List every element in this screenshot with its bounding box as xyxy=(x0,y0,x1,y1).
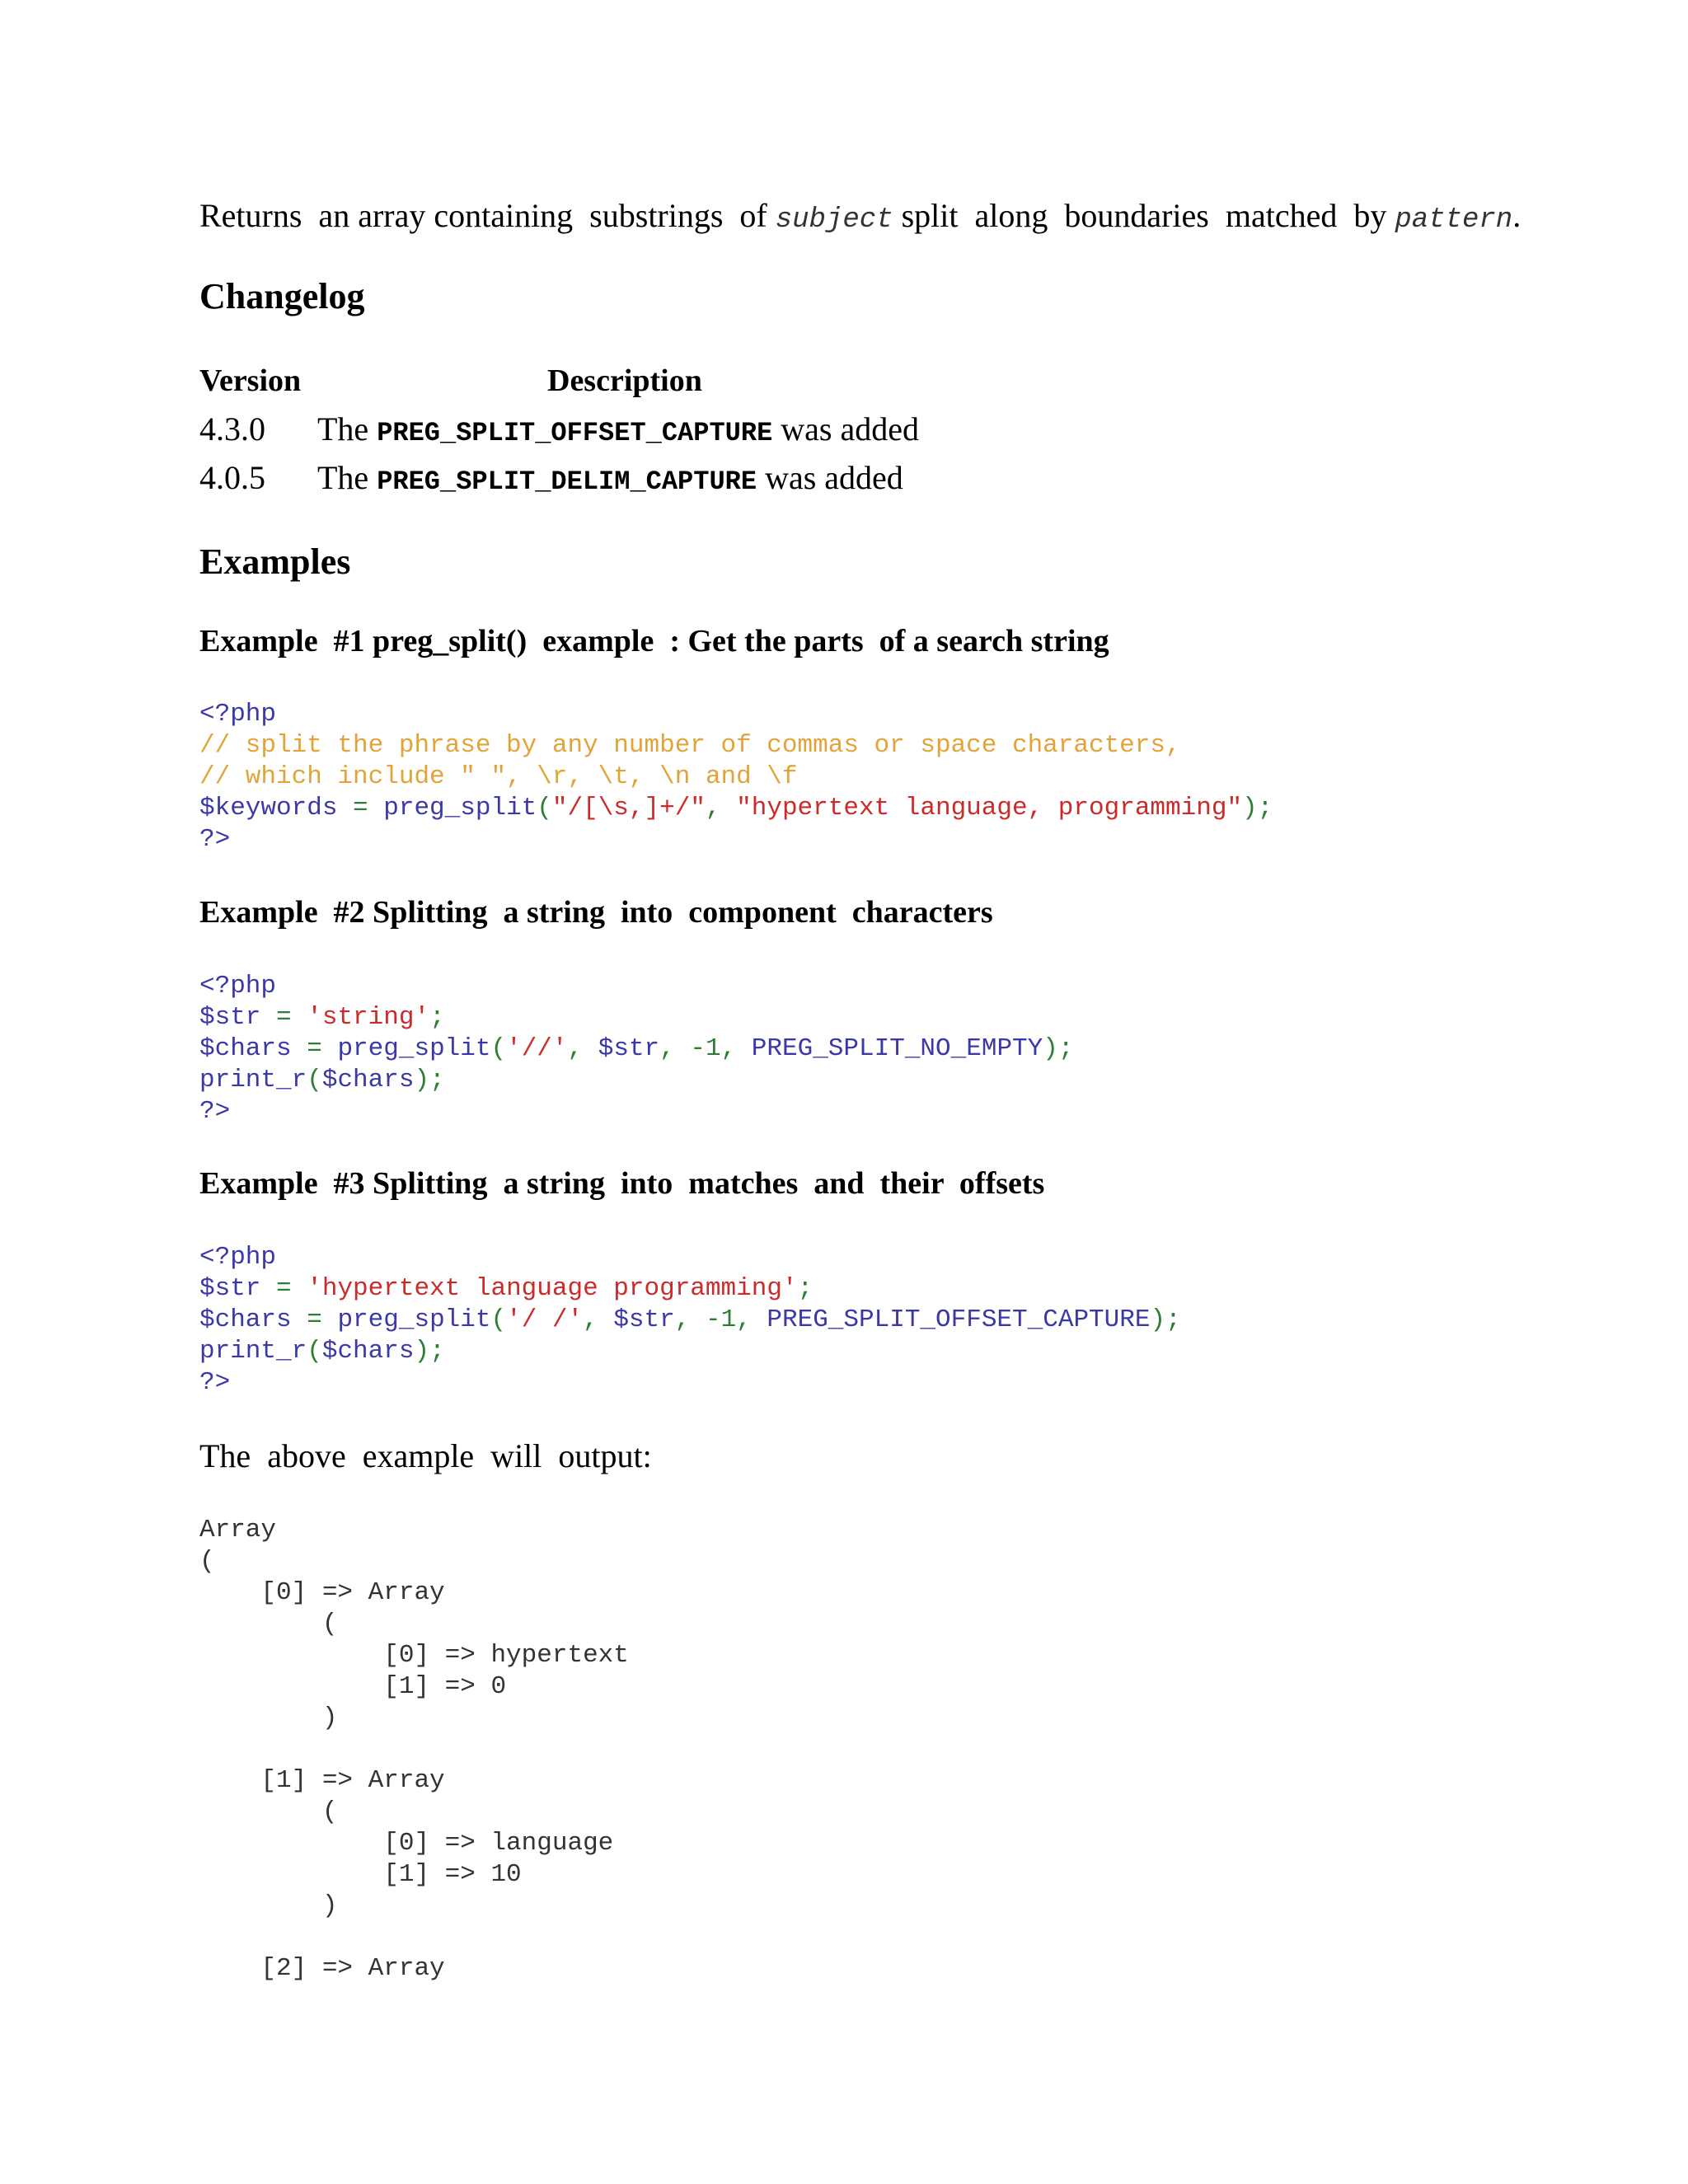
changelog-row-constant: PREG_SPLIT_OFFSET_CAPTURE xyxy=(377,418,773,448)
code-token: ); xyxy=(1043,1034,1074,1063)
code-token: $chars xyxy=(321,1337,415,1366)
changelog-row-constant: PREG_SPLIT_DELIM_CAPTURE xyxy=(377,466,757,497)
output-line: ( xyxy=(199,1797,338,1826)
changelog-row-description xyxy=(317,410,919,448)
code-token: , xyxy=(705,794,737,823)
code-token: = xyxy=(276,1274,307,1303)
code-token: , - xyxy=(659,1034,706,1063)
code-token: preg_split xyxy=(337,1034,491,1063)
code-token: $chars xyxy=(199,1034,307,1063)
code-token: $str xyxy=(199,1003,277,1032)
code-token: 'string' xyxy=(307,1003,430,1032)
output-line xyxy=(199,1734,629,1765)
changelog-col-version: Version xyxy=(199,363,302,398)
code-token: <?php xyxy=(199,972,277,1001)
example-1-title: Example #1 preg_split() example : Get the parts of a search string xyxy=(199,624,1109,658)
changelog-row-prefix: The xyxy=(317,459,377,496)
output-line: ( xyxy=(199,1547,215,1576)
changelog-row-version: 4.3.0 xyxy=(199,410,265,448)
code-line xyxy=(199,1033,1073,1065)
changelog-col-description: Description xyxy=(547,363,702,398)
code-line xyxy=(199,1305,1181,1336)
output-line: [0] => language xyxy=(199,1829,614,1858)
code-token: = xyxy=(307,1305,338,1334)
example-2-code-block xyxy=(199,971,1073,1127)
code-token: preg_split xyxy=(383,794,537,823)
code-line xyxy=(199,971,1073,1002)
code-token: ( xyxy=(490,1305,507,1334)
code-token: , xyxy=(567,1034,598,1063)
code-token: $str xyxy=(598,1034,660,1063)
code-token: 1 xyxy=(720,1305,737,1334)
code-token: $keywords xyxy=(199,794,354,823)
code-token: ( xyxy=(307,1337,322,1366)
code-token: preg_split xyxy=(337,1305,491,1334)
code-line xyxy=(199,824,1273,855)
code-token: ); xyxy=(414,1337,445,1366)
intro-text-3: . xyxy=(1512,197,1522,234)
changelog-row-version: 4.0.5 xyxy=(199,459,265,496)
code-token: ?> xyxy=(199,1097,231,1126)
code-token: ; xyxy=(797,1274,814,1303)
code-line xyxy=(199,1096,1073,1127)
code-token: "/[\s,]+/" xyxy=(551,794,706,823)
example-2-title: Example #2 Splitting a string into component characters xyxy=(199,895,993,930)
code-token: print_r xyxy=(199,1337,307,1366)
output-line: [1] => 10 xyxy=(199,1860,522,1889)
code-token: <?php xyxy=(199,1243,277,1272)
output-line xyxy=(199,1922,629,1953)
changelog-row-description xyxy=(317,458,903,497)
code-line xyxy=(199,699,1273,730)
changelog-row-suffix: was added xyxy=(757,459,903,496)
code-token: , - xyxy=(674,1305,721,1334)
output-line: [1] => 0 xyxy=(199,1672,507,1701)
code-token: $chars xyxy=(321,1066,415,1094)
code-line xyxy=(199,1065,1073,1096)
code-line xyxy=(199,1336,1181,1367)
code-token: "hypertext language, programming" xyxy=(736,794,1243,823)
code-line xyxy=(199,730,1273,762)
output-line: [1] => Array xyxy=(199,1766,445,1795)
code-token: ); xyxy=(1242,794,1273,823)
output-intro: The above example will output: xyxy=(199,1437,652,1474)
code-token: 'hypertext language programming' xyxy=(307,1274,798,1303)
output-line: ) xyxy=(199,1891,338,1920)
output-block xyxy=(199,1515,629,1985)
code-token: ( xyxy=(537,794,552,823)
intro-text-1: Returns an array containing substrings of xyxy=(199,197,776,234)
code-token: '/ /' xyxy=(506,1305,584,1334)
code-token: ); xyxy=(1150,1305,1181,1334)
example-1-code-block xyxy=(199,699,1273,855)
code-token: = xyxy=(353,794,384,823)
code-token: $str xyxy=(613,1305,675,1334)
code-token: PREG_SPLIT_NO_EMPTY xyxy=(751,1034,1043,1063)
code-line xyxy=(199,793,1273,824)
code-token: ( xyxy=(307,1066,322,1094)
code-token: = xyxy=(307,1034,338,1063)
code-token: 1 xyxy=(705,1034,721,1063)
code-token: , xyxy=(736,1305,767,1334)
param-subject: subject xyxy=(775,204,893,236)
code-line xyxy=(199,1242,1181,1273)
output-line: ) xyxy=(199,1704,338,1732)
code-line xyxy=(199,762,1273,793)
output-line: ( xyxy=(199,1610,338,1638)
code-token: ); xyxy=(414,1066,445,1094)
code-line xyxy=(199,1002,1073,1033)
output-line: [0] => Array xyxy=(199,1578,445,1607)
code-token: ?> xyxy=(199,1368,231,1397)
code-token: PREG_SPLIT_OFFSET_CAPTURE xyxy=(767,1305,1151,1334)
example-3-title: Example #3 Splitting a string into matches and their offsets xyxy=(199,1166,1045,1201)
code-token: ?> xyxy=(199,825,231,854)
output-line: [2] => Array xyxy=(199,1954,445,1983)
output-line: Array xyxy=(199,1516,277,1544)
changelog-heading: Changelog xyxy=(199,276,365,316)
output-line: [0] => hypertext xyxy=(199,1641,629,1670)
code-token: print_r xyxy=(199,1066,307,1094)
intro-text-2: split along boundaries matched by xyxy=(893,197,1395,234)
code-token: <?php xyxy=(199,700,277,729)
param-pattern: pattern xyxy=(1395,204,1513,236)
code-line xyxy=(199,1367,1181,1399)
changelog-row-suffix: was added xyxy=(772,410,919,448)
example-3-code-block xyxy=(199,1242,1181,1399)
code-token: ( xyxy=(490,1034,507,1063)
code-line xyxy=(199,1273,1181,1305)
code-token: = xyxy=(276,1003,307,1032)
code-token: '//' xyxy=(506,1034,568,1063)
code-token: , xyxy=(720,1034,752,1063)
code-token: // which include " ", \r, \t, \n and \f xyxy=(199,762,798,791)
code-token: // split the phrase by any number of commas or space characters, xyxy=(199,731,1181,760)
code-token: $str xyxy=(199,1274,277,1303)
code-token: $chars xyxy=(199,1305,307,1334)
examples-heading: Examples xyxy=(199,541,351,582)
code-token: , xyxy=(583,1305,614,1334)
code-token: ; xyxy=(429,1003,445,1032)
intro-paragraph xyxy=(199,196,1521,240)
changelog-row-prefix: The xyxy=(317,410,377,448)
